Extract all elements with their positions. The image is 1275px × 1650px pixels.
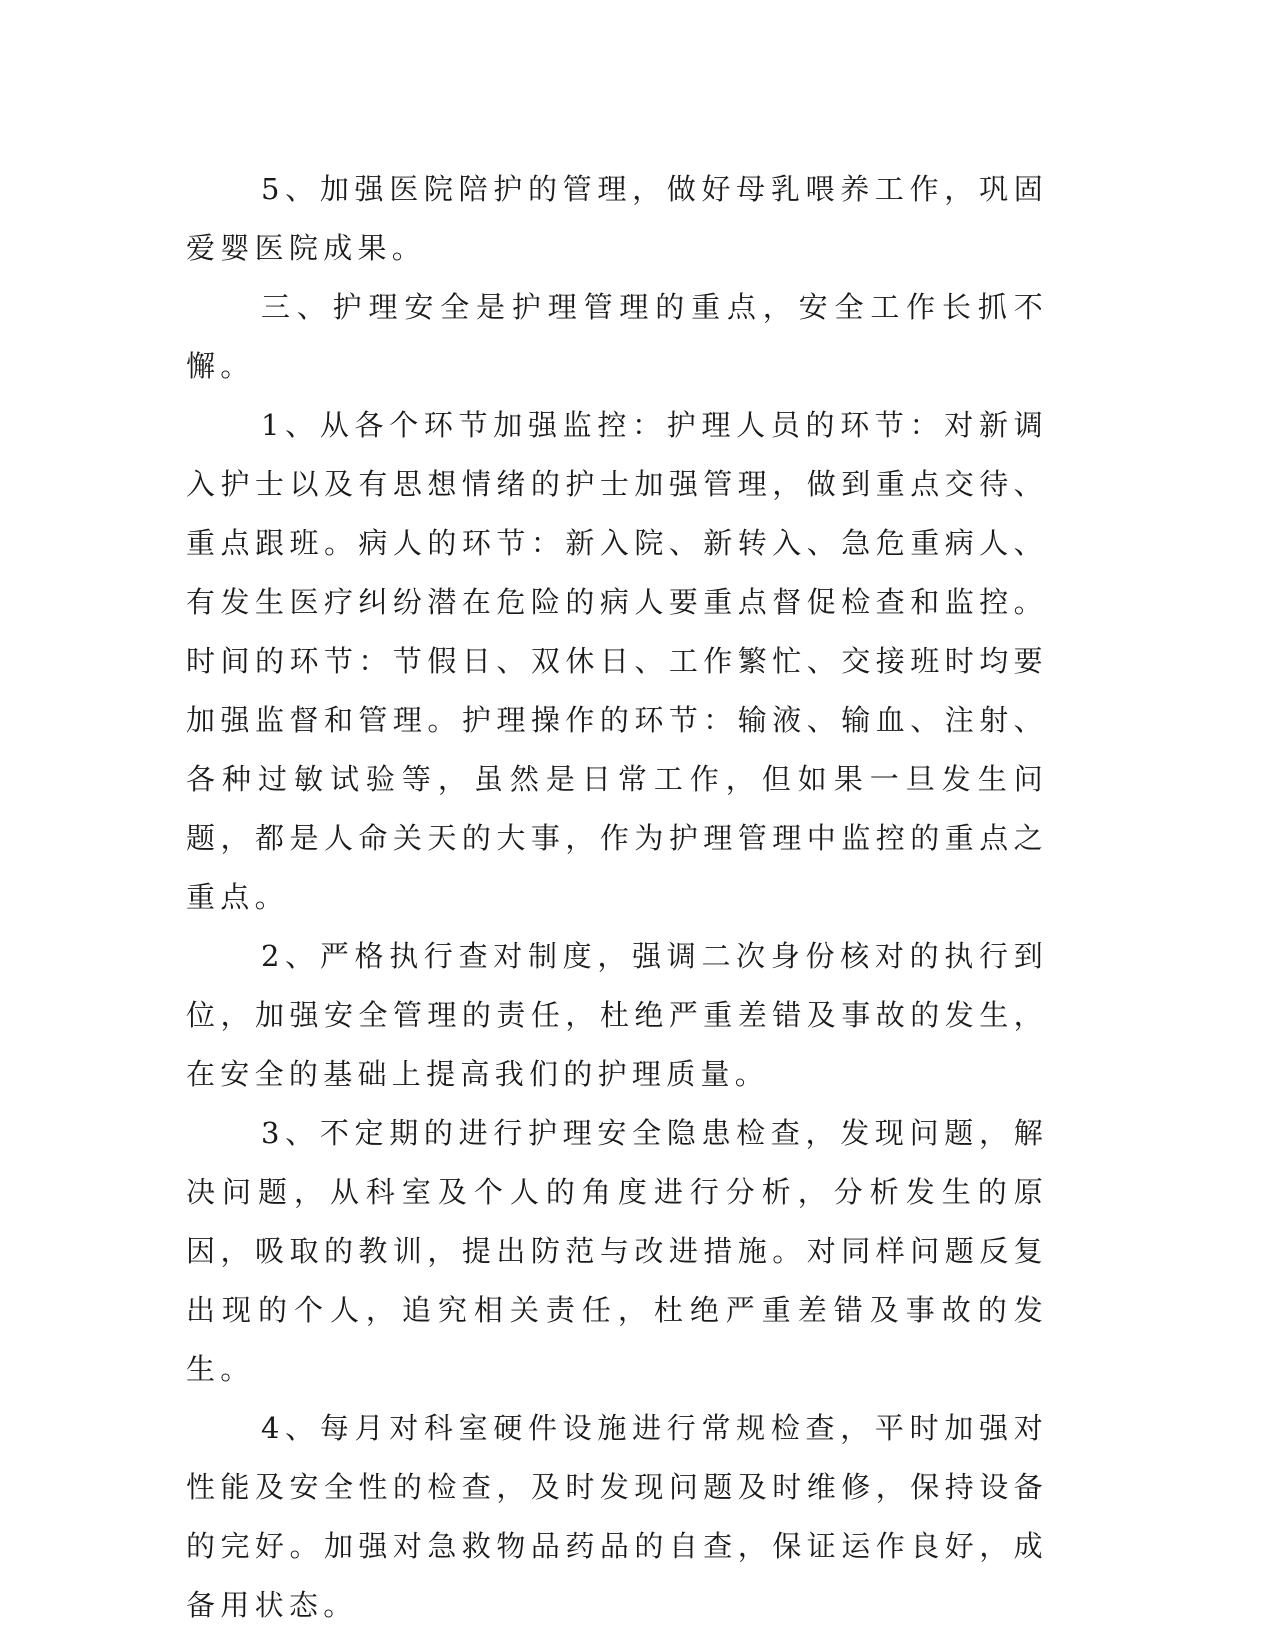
paragraph-item-1-monitoring: 1、从各个环节加强监控：护理人员的环节：对新调入护士以及有思想情绪的护士加强管理，做到重点交待、重点跟班。病人的环节：新入院、新转入、急危重病人、有发生医疗纠纷潜在危险的病人要重点督促检查和监控。时间的环节：节假日、双休日、工作繁忙、交接班时均要加强监督和管理。护理操作的环节：输液、输血、注射、各种过敏试验等，虽然是日常工作，但如果一旦发生问题，都是人命关天的大事，作为护理管理中监控的重点之重点。 bbox=[186, 408, 1048, 914]
paragraph-item-3-inspection: 3、不定期的进行护理安全隐患检查，发现问题，解决问题，从科室及个人的角度进行分析，分析发生的原因，吸取的教训，提出防范与改进措施。对同样问题反复出现的个人，追究相关责任，杜绝严重差错及事故的发生。 bbox=[186, 1116, 1048, 1386]
paragraph-item-4-equipment: 4、每月对科室硬件设施进行常规检查，平时加强对性能及安全性的检查，及时发现问题及时维修，保持设备的完好。加强对急救物品药品的自查，保证运作良好，成备用状态。 bbox=[186, 1411, 1048, 1622]
section-heading-nursing-safety: 三、护理安全是护理管理的重点，安全工作长抓不懈。 bbox=[186, 290, 1048, 383]
paragraph-item-5-nursing-care: 5、加强医院陪护的管理，做好母乳喂养工作，巩固爱婴医院成果。 bbox=[186, 172, 1048, 265]
paragraph-item-2-verification: 2、严格执行查对制度，强调二次身份核对的执行到位，加强安全管理的责任，杜绝严重差错及事故的发生，在安全的基础上提高我们的护理质量。 bbox=[186, 939, 1048, 1091]
document-body bbox=[186, 160, 1048, 1635]
